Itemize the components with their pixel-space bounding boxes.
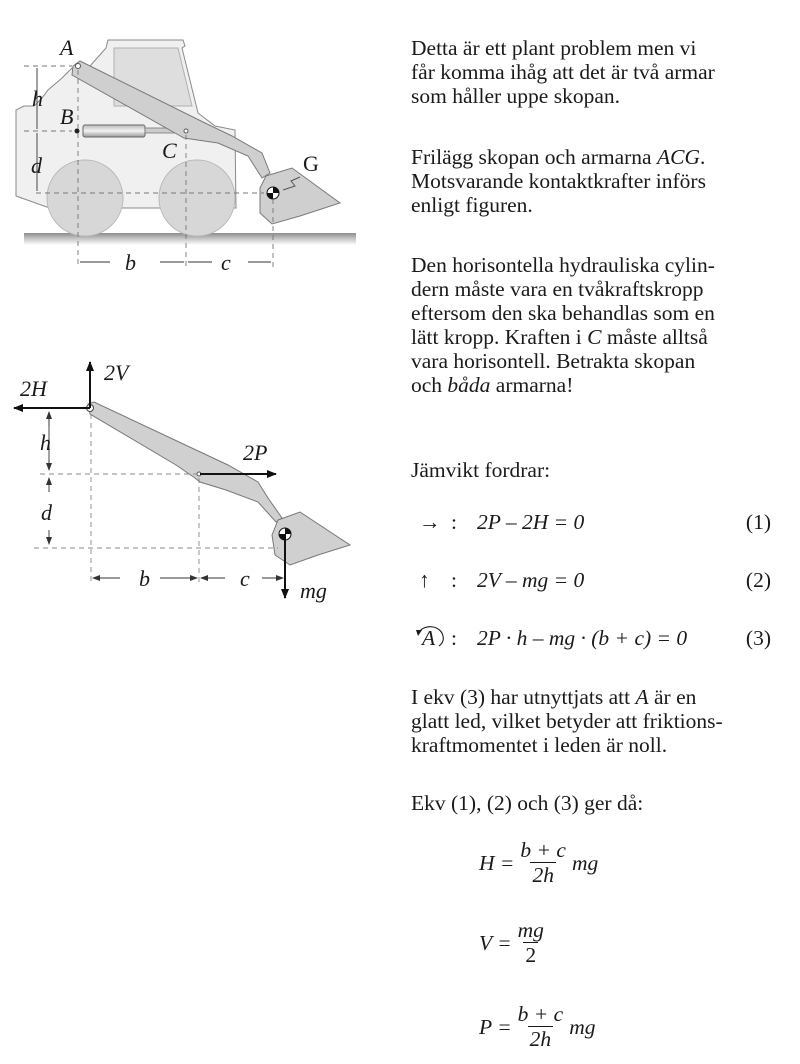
result-lhs: H = <box>479 850 515 875</box>
paragraph-smooth-joint <box>411 685 796 757</box>
free-body-diagram <box>0 350 370 610</box>
label-B: B <box>60 104 74 129</box>
denominator: 2h <box>532 863 554 887</box>
fraction <box>516 918 546 967</box>
result-H <box>479 838 598 887</box>
hydraulic-cylinder <box>83 125 145 137</box>
colon: : <box>451 510 457 534</box>
text-line: som håller uppe skopan. <box>411 84 620 108</box>
text-line: eftersom den ska behandlas som en <box>411 301 715 325</box>
paragraph-cylinder <box>411 253 796 397</box>
result-lhs: P = <box>479 1014 512 1039</box>
result-rhs: mg <box>571 850 599 875</box>
numerator: b + c <box>517 1002 564 1026</box>
label-h: h <box>40 430 51 455</box>
label-A: A <box>60 35 74 60</box>
numerator: b + c <box>520 838 566 862</box>
colon: : <box>451 568 457 592</box>
text-line: Detta är ett plant problem men vi <box>411 36 697 60</box>
equation-number: (1) <box>745 510 771 534</box>
label-G: G <box>303 151 319 176</box>
text-line: Motsvarande kontaktkrafter införs <box>411 169 706 193</box>
equation-body: 2P – 2H = 0 <box>477 510 585 534</box>
equation-number: (2) <box>745 568 771 592</box>
equation-body: 2V – mg = 0 <box>477 568 585 592</box>
fraction <box>518 838 568 887</box>
label-h: h <box>32 86 43 111</box>
loader-figure <box>0 28 370 278</box>
center-of-mass-icon <box>267 187 279 199</box>
colon: : <box>451 626 457 650</box>
label-b: b <box>125 250 136 275</box>
solution-text <box>411 0 796 1064</box>
text-line: kraftmomentet i leden är noll. <box>411 733 668 757</box>
text-line: I ekv (3) har utnyttjats att A är en <box>411 685 697 709</box>
text-line: Frilägg skopan och armarna ACG. <box>411 145 706 169</box>
label-C: C <box>162 138 177 163</box>
text-line: glatt led, vilket betyder att friktions- <box>411 709 723 733</box>
paragraph-conclusion <box>411 791 796 815</box>
text-line: och båda armarna! <box>411 373 574 397</box>
result-lhs: V = <box>479 930 512 955</box>
numerator: mg <box>517 918 544 942</box>
label-2P: 2P <box>243 440 268 465</box>
text-line: vara horisontell. Betrakta skopan <box>411 349 696 373</box>
equation-3: A : 2P · h – mg · (b + c) = 0 (3) <box>411 626 781 656</box>
label-2H: 2H <box>20 376 47 401</box>
label-2V: 2V <box>104 360 129 385</box>
paragraph-equilibrium <box>411 458 796 482</box>
label-mg: mg <box>300 578 327 603</box>
rear-wheel <box>47 160 123 236</box>
text-line: får komma ihåg att det är två armar <box>411 60 715 84</box>
equation-body: 2P · h – mg · (b + c) = 0 <box>477 626 688 650</box>
label-c: c <box>221 250 231 275</box>
paragraph-intro <box>411 36 796 108</box>
equation-1 <box>411 510 781 540</box>
label-c: c <box>240 566 250 591</box>
text-line: Den horisontella hydrauliska cylin- <box>411 253 715 277</box>
up-arrow-icon: ↑ <box>419 568 430 592</box>
equation-number: (3) <box>745 626 771 650</box>
denominator: 2 <box>525 943 537 967</box>
label-b: b <box>139 566 150 591</box>
text-line: Jämvikt fordrar: <box>411 458 551 482</box>
front-wheel <box>159 160 235 236</box>
text-line: enligt figuren. <box>411 193 533 217</box>
equation-2 <box>411 568 781 598</box>
pin-C <box>184 129 188 133</box>
denominator: 2h <box>529 1027 552 1051</box>
label-d: d <box>31 153 42 178</box>
pin-A <box>76 64 81 69</box>
right-arrow-icon: → <box>419 510 441 534</box>
text-line: lätt kropp. Kraften i C måste alltså <box>411 325 708 349</box>
fraction <box>516 1002 566 1051</box>
result-rhs: mg <box>569 1014 596 1039</box>
text-line: Ekv (1), (2) och (3) ger då: <box>411 791 644 815</box>
result-P <box>479 1002 595 1051</box>
pin-B <box>75 129 80 134</box>
paragraph-free-body <box>411 145 796 217</box>
text-line: dern måste vara en tvåkraftskropp <box>411 277 704 301</box>
result-V <box>479 918 550 967</box>
label-d: d <box>41 500 52 525</box>
